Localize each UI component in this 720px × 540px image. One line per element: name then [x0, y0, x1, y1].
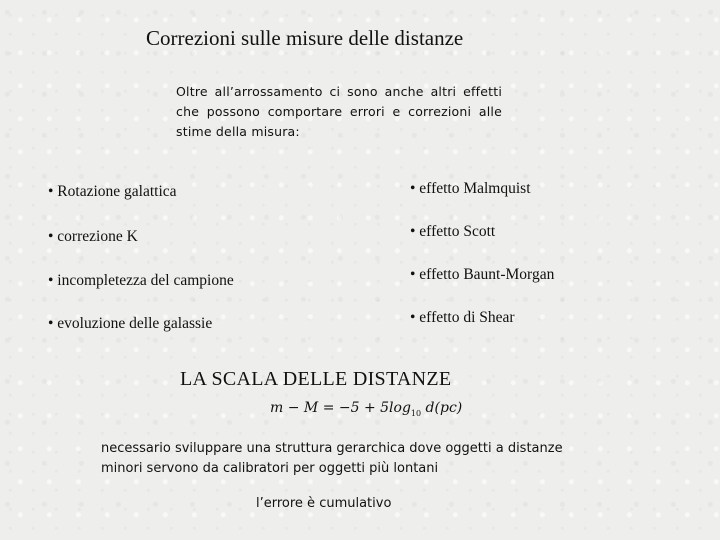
cumulative-error-note: l’errore è cumulativo	[256, 496, 392, 511]
bullet-effetto-malmquist: • effetto Malmquist	[410, 180, 531, 197]
intro-paragraph: Oltre all’arrossamento ci sono anche altri effetti che possono comportare errori e correzioni alle stime della misura:	[176, 84, 502, 139]
bullet-effetto-baunt-morgan: • effetto Baunt-Morgan	[410, 266, 555, 283]
distance-modulus-formula	[270, 400, 462, 418]
bullet-evoluzione-galassie: • evoluzione delle galassie	[48, 315, 213, 332]
calibration-note: necessario sviluppare una struttura gerarchica dove oggetti a distanze minori servono da calibratori per oggetti più lontani	[101, 441, 563, 476]
bullet-correzione-k: • correzione K	[48, 228, 138, 245]
bullet-incompletezza-campione: • incompletezza del campione	[48, 272, 234, 289]
page-title: Correzioni sulle misure delle distanze	[146, 26, 464, 50]
bullet-rotazione-galattica: • Rotazione galattica	[48, 183, 177, 200]
formula-lhs: m − M = −5 + 5log	[270, 400, 411, 416]
formula-subscript: 10	[410, 408, 422, 418]
bullet-effetto-shear: • effetto di Shear	[410, 309, 515, 326]
distance-scale-heading: LA SCALA DELLE DISTANZE	[180, 368, 452, 390]
formula-rhs: d(pc)	[421, 400, 463, 416]
bullet-effetto-scott: • effetto Scott	[410, 223, 496, 240]
